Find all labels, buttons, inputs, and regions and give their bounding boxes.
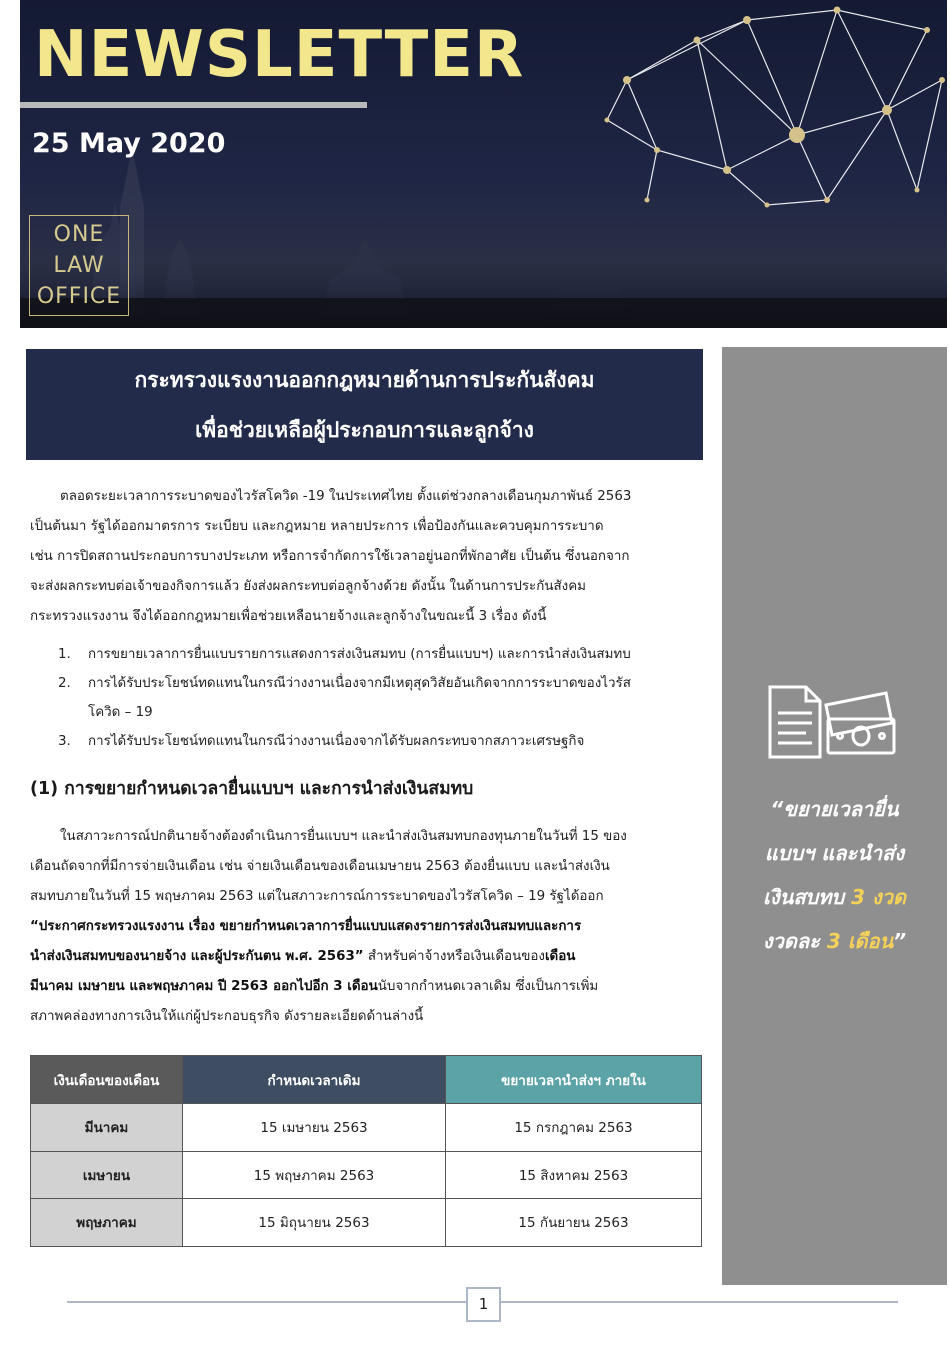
col-header-extended: ขยายเวลานำส่งฯ ภายใน xyxy=(446,1056,702,1104)
intro-line-4: จะส่งผลกระทบต่อเจ้าของกิจการแล้ว ยังส่งผลกระทบต่อลูกจ้างด้วย ดังนั้น ในด้านการประกันสังคม xyxy=(30,579,586,594)
section-paragraph: ในสภาวะการณ์ปกตินายจ้างต้องดำเนินการยื่นแบบฯ และนำส่งเงินสมทบกองทุนภายในวันที่ 15 ของ เดือนถัดจากที่มีการจ่ายเงินเดือน เช่น จ่ายเงินเดือนของเดือนเมษายน 2563 ต้องยื่นแบบ และนำส่งเงิน สมทบภายในวันที่ 15 พฤษภาคม 2563 แต่ในสภาวะการณ์การระบาดของไวรัสโควิด – 19 รัฐได้ออก “ประกาศกระทรวงแรงงาน เรื่อง ขยายกำหนดเวลาการยื่นแบบแสดงรายการส่งเงินสมทบและการ นำส่งเงินสมทบของนายจ้าง และผู้ประกันตน พ.ศ. 2563” สำหรับค่าจ้างหรือเงินเดือนของเดือน มีนาคม เมษายน และพฤษภาคม ปี 2563 ออกไปอีก 3 เดือนนับจากกำหนดเวลาเดิม ซึ่งเป็นการเพิ่ม สภาพคล่องทางการเงินให้แก่ผู้ประกอบธุรกิจ ดังรายละเอียดด้านล่างนี้ xyxy=(30,829,627,1024)
page-number: 1 xyxy=(466,1287,501,1322)
title-underline xyxy=(20,102,367,108)
logo-line-2: LAW xyxy=(53,253,105,278)
table-header-row xyxy=(31,1056,702,1104)
table-row: เมษายน 15 พฤษภาคม 2563 15 สิงหาคม 2563 xyxy=(31,1151,702,1199)
intro-line-3: เช่น การปิดสถานประกอบการบางประเภท หรือการจำกัดการใช้เวลาอยู่นอกที่พักอาศัย เป็นต้น ซึ่งนอกจาก xyxy=(30,549,630,564)
intro-paragraph xyxy=(30,482,702,632)
intro-line-1: ตลอดระยะเวลาการระบาดของไวรัสโควิด -19 ในประเทศไทย ตั้งแต่ช่วงกลางเดือนกุมภาพันธ์ 2563 xyxy=(60,489,632,504)
sidebar-panel xyxy=(722,347,947,1285)
intro-line-2: เป็นต้นมา รัฐได้ออกมาตรการ ระเบียบ และกฎหมาย หลายประการ เพื่อป้องกันและควบคุมการระบาด xyxy=(30,519,604,534)
deadline-table xyxy=(30,1055,702,1247)
document-money-icon xyxy=(766,683,898,761)
network-graphic xyxy=(587,0,947,210)
col-header-original: กำหนดเวลาเดิม xyxy=(183,1056,446,1104)
list-item: 3. การได้รับประโยชน์ทดแทนในกรณีว่างงานเนื่องจากได้รับผลกระทบจากสภาวะเศรษฐกิจ xyxy=(58,734,585,749)
sidebar-quote xyxy=(722,787,947,963)
table-row: พฤษภาคม 15 มิถุนายน 2563 15 กันยายน 2563 xyxy=(31,1199,702,1247)
article-headline xyxy=(26,349,703,460)
list-item: 1. การขยายเวลาการยื่นแบบรายการแสดงการส่งเงินสมทบ (การยื่นแบบฯ) และการนำส่งเงินสมทบ xyxy=(58,647,631,662)
quote-line-4: งวดละ 3 เดือน” xyxy=(762,929,907,953)
col-header-month: เงินเดือนของเดือน xyxy=(31,1056,183,1104)
intro-line-5: กระทรวงแรงงาน จึงได้ออกกฎหมายเพื่อช่วยเหลือนายจ้างและลูกจ้างในขณะนี้ 3 เรื่อง ดังนี้ xyxy=(30,609,547,624)
headline-line-2: เพื่อช่วยเหลือผู้ประกอบการและลูกจ้าง xyxy=(195,417,534,442)
issue-date: 25 May 2020 xyxy=(32,128,226,159)
quote-line-2: แบบฯ และนำส่ง xyxy=(764,841,905,865)
header-banner xyxy=(20,0,947,328)
quote-highlight-installments: 3 งวด xyxy=(851,885,906,909)
headline-line-1: กระทรวงแรงงานออกกฎหมายด้านการประกันสังคม xyxy=(134,367,595,392)
newsletter-title: NEWSLETTER xyxy=(34,18,525,92)
logo-line-3: OFFICE xyxy=(36,284,122,309)
measures-list xyxy=(58,640,706,756)
quote-highlight-months: 3 เดือน xyxy=(826,929,894,953)
quote-line-3: เงินสบทบ 3 งวด xyxy=(763,885,906,909)
table-row: มีนาคม 15 เมษายน 2563 15 กรกฎาคม 2563 xyxy=(31,1104,702,1152)
quote-line-1: “ขยายเวลายื่น xyxy=(770,797,899,821)
logo-line-1: ONE xyxy=(53,222,105,247)
list-item: 2. การได้รับประโยชน์ทดแทนในกรณีว่างงานเนื่องจากมีเหตุสุดวิสัยอันเกิดจากการระบาดของไวรัส โควิด – 19 xyxy=(58,676,631,720)
section-heading: (1) การขยายกำหนดเวลายื่นแบบฯ และการนำส่งเงินสมทบ xyxy=(30,779,474,799)
firm-logo xyxy=(29,215,129,316)
